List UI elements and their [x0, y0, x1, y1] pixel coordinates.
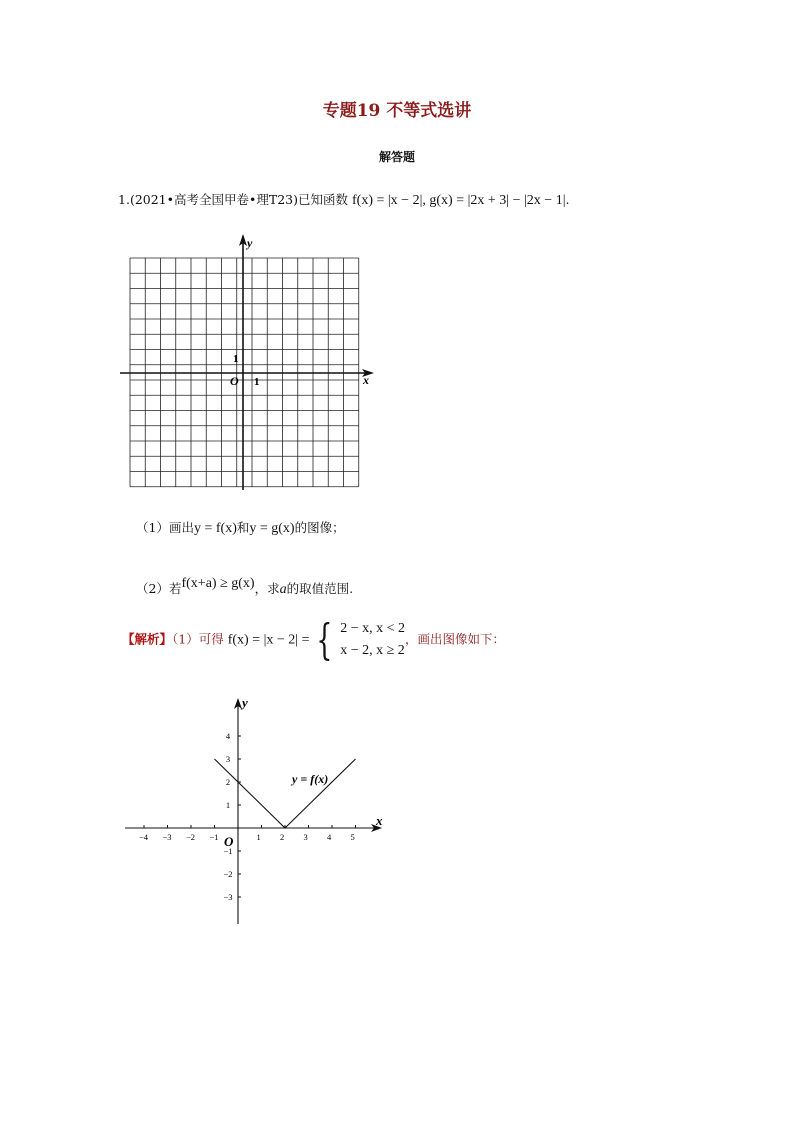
chart-y-tick-label: −1 [223, 846, 233, 856]
chart-y-tick-label: 2 [225, 777, 231, 787]
analysis [122, 615, 506, 664]
chart-x-tick-label: −4 [139, 832, 149, 842]
analysis-label: （1）可得 [172, 631, 224, 647]
analysis-tag: 【解析】 [122, 631, 173, 647]
page-title: 专题19 不等式选讲 [322, 101, 472, 121]
part-1-expr-f: y = f(x) [193, 521, 237, 536]
blank-grid-figure [120, 228, 390, 490]
chart-x-tick-label: −1 [209, 832, 219, 842]
chart-y-tick-label: −3 [223, 892, 233, 902]
part-2 [136, 576, 353, 598]
chart-x-tick-label: 5 [350, 832, 355, 842]
chart-y-label: y [242, 695, 248, 710]
part-2-var: a [279, 582, 287, 597]
problem-source: (2021•高考全国甲卷•理T23) [129, 192, 298, 207]
analysis-case-1: 2 − x, x < 2 [340, 621, 406, 636]
part-2-expr: f(x+a) ≥ g(x) [181, 576, 255, 591]
analysis-cases [340, 618, 405, 662]
analysis-brace: { [316, 615, 333, 664]
part-1-text-b: 和 [236, 520, 250, 535]
analysis-expr: f(x) = |x − 2| = [227, 632, 310, 648]
section-heading: 解答题 [378, 150, 415, 164]
chart-x-tick-label: 3 [303, 832, 308, 842]
grid-x-tick-label: 1 [254, 376, 260, 388]
problem-stem [118, 190, 569, 209]
chart-y-tick-label: 4 [225, 731, 231, 741]
chart-x-tick-label: 1 [256, 832, 261, 842]
analysis-case-2: x − 2, x ≥ 2 [340, 643, 405, 658]
solution-chart [120, 690, 400, 930]
part-2-text-b: ，求 [254, 581, 280, 596]
chart-y-tick-label: −2 [223, 869, 233, 879]
grid-origin-label: O [230, 374, 239, 388]
chart-origin-label: O [224, 834, 234, 849]
chart-series-annotation: y = f(x) [292, 772, 329, 787]
analysis-tail: ，画出图像如下： [405, 631, 506, 647]
grid-y-label: y [247, 236, 253, 250]
part-1-label: （1） [136, 520, 169, 535]
chart-layer [125, 695, 383, 924]
chart-series-line [215, 759, 356, 828]
chart-x-tick-label: −2 [186, 832, 196, 842]
grid-x-label: x [363, 373, 369, 387]
part-2-label: （2） [136, 581, 169, 596]
part-2-text-c: 的取值范围. [286, 581, 354, 596]
part-1-text-a: 画出 [168, 520, 194, 535]
chart-x-label: x [376, 813, 383, 828]
problem-number: 1. [118, 192, 130, 207]
chart-y-tick-label: 3 [225, 754, 231, 764]
function-definitions: f(x) = |x − 2|, g(x) = |2x + 3| − |2x − 1| [352, 193, 566, 208]
part-2-text-a: 若 [168, 581, 182, 596]
part-1-text-c: 的图像； [294, 520, 345, 535]
part-1-expr-g: y = g(x) [249, 521, 295, 536]
chart-x-tick-label: 2 [280, 832, 285, 842]
chart-x-tick-label: −3 [162, 832, 172, 842]
grid-y-tick-label: 1 [233, 353, 239, 365]
chart-y-tick-label: 1 [225, 800, 231, 810]
problem-stem-prefix: 已知函数 [298, 192, 349, 207]
problem-period: . [565, 192, 570, 207]
chart-x-tick-label: 4 [327, 832, 332, 842]
part-1 [136, 518, 345, 537]
